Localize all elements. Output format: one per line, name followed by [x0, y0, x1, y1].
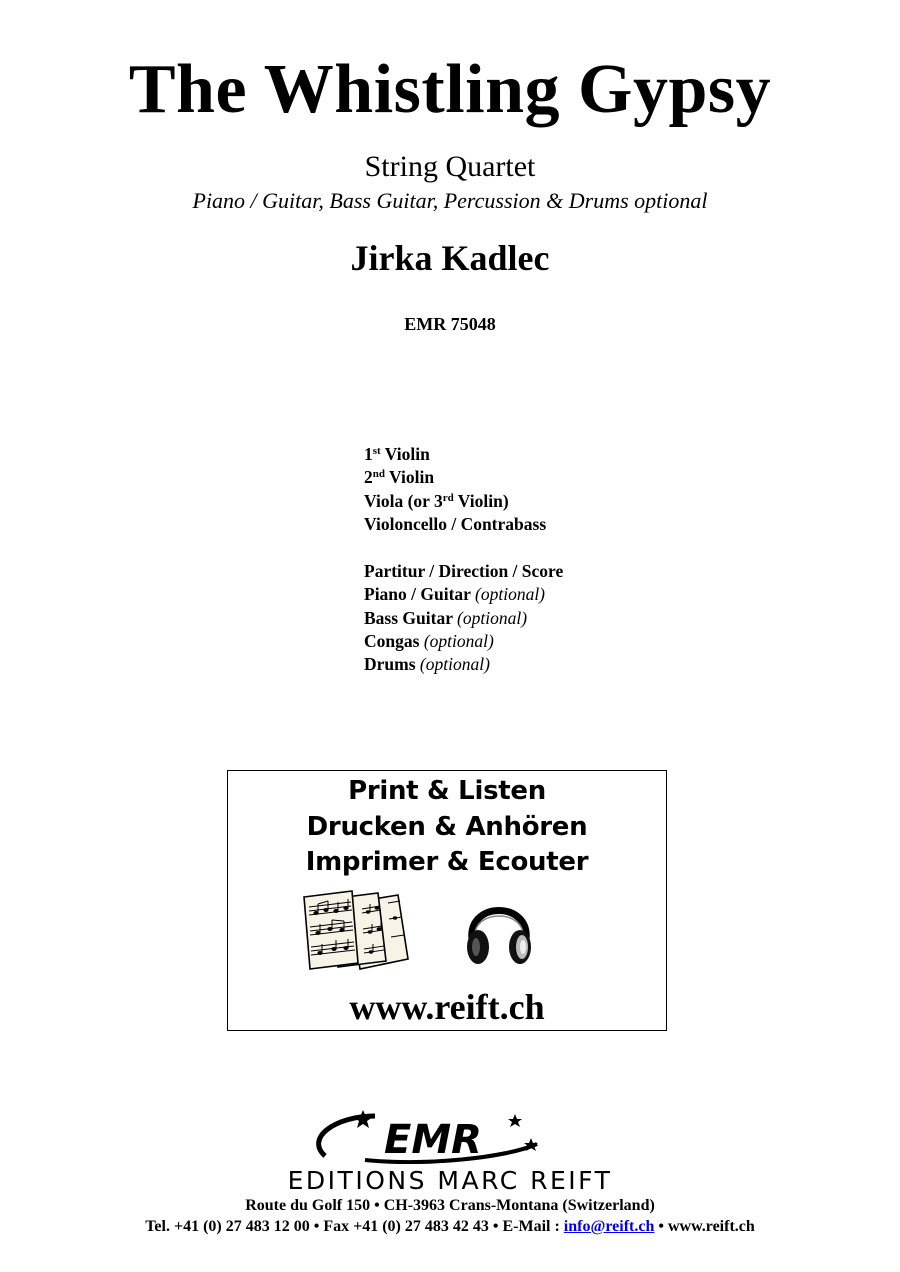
sheet-music-icon: [300, 889, 412, 977]
part-congas: Congas (optional): [364, 630, 494, 651]
publisher-address: Route du Golf 150 • CH-3963 Crans-Montana (Switzerland): [245, 1197, 655, 1214]
part-piano-guitar: Piano / Guitar (optional): [364, 584, 546, 605]
ensemble-subtitle: String Quartet: [364, 150, 536, 183]
promo-line-french: Imprimer & Ecouter: [305, 847, 589, 877]
part-drums: Drums (optional): [364, 654, 490, 675]
publisher-name: EDITIONS MARC REIFT: [287, 1166, 613, 1195]
other-parts-list: [364, 560, 563, 676]
part-violin-2: 2nd Violin: [364, 467, 435, 488]
email-link[interactable]: info@reift.ch: [563, 1218, 655, 1235]
part-bass-guitar: Bass Guitar (optional): [364, 607, 528, 628]
promo-website-url[interactable]: www.reift.ch: [349, 987, 545, 1027]
instrumentation-line: Piano / Guitar, Bass Guitar, Percussion & Drums optional: [192, 188, 708, 213]
emr-logo: [305, 1108, 545, 1164]
score-title: The Whistling Gypsy: [128, 51, 772, 128]
part-violin-1: 1st Violin: [364, 444, 430, 464]
promo-line-english: Print & Listen: [348, 776, 546, 806]
part-viola: Viola (or 3rd Violin): [364, 490, 509, 511]
part-score: Partitur / Direction / Score: [364, 561, 564, 581]
catalog-number: EMR 75048: [404, 314, 496, 334]
string-parts-list: [364, 443, 546, 536]
print-listen-box: [227, 770, 667, 1031]
promo-line-german: Drucken & Anhören: [306, 812, 588, 842]
publisher-contact: [0, 1217, 900, 1237]
contact-phone-fax: Tel. +41 (0) 27 483 12 00 • Fax +41 (0) 27 483 42 43 • E-Mail :: [145, 1218, 564, 1235]
composer-name: Jirka Kadlec: [350, 238, 550, 278]
headphones-icon: [464, 891, 534, 967]
contact-website: • www.reift.ch: [654, 1218, 755, 1235]
svg-text:EMR: EMR: [384, 1117, 482, 1163]
part-cello: Violoncello / Contrabass: [364, 513, 547, 534]
